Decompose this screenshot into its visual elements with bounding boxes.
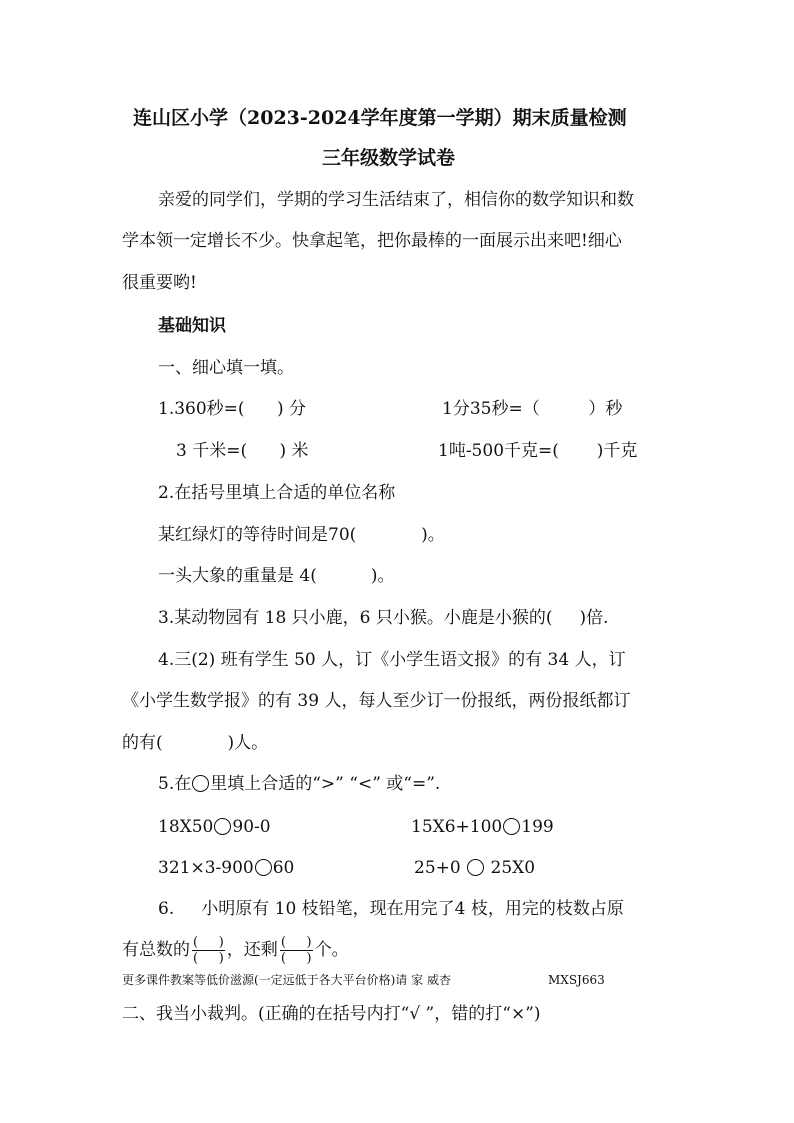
fraction-numerator: ( ) bbox=[193, 935, 224, 950]
q1-item: 1吨-500千克=( )千克 bbox=[438, 441, 638, 461]
q4-line: 4.三(2) 班有学生 50 人，订《小学生语文报》的有 34 人，订 bbox=[158, 650, 626, 670]
q6-line2 bbox=[122, 935, 349, 966]
q4-line: 的有( )人。 bbox=[122, 733, 269, 753]
fraction-denominator: ( ) bbox=[280, 951, 312, 966]
q2-stem: 2.在括号里填上合适的单位名称 bbox=[158, 483, 396, 503]
footer-code: MXSJ663 bbox=[548, 973, 605, 987]
part2-heading: 二、我当小裁判。(正确的在括号内打“√ ”，错的打“×”) bbox=[122, 1004, 541, 1024]
exam-title-line2: 三年级数学试卷 bbox=[322, 147, 456, 169]
intro-line: 亲爱的同学们，学期的学习生活结束了，相信你的数学知识和数 bbox=[158, 190, 634, 210]
q5-item bbox=[414, 857, 535, 879]
footer-note: 更多课件教案等低价滋源(一定远低于各大平台价格)请 家 威杏 bbox=[122, 973, 451, 987]
q5-item bbox=[411, 816, 554, 838]
q6-text: 有总数的 bbox=[122, 940, 190, 960]
fraction-blank bbox=[192, 935, 225, 966]
q6-text: 个。 bbox=[314, 940, 349, 960]
intro-line: 很重要哟! bbox=[122, 273, 197, 293]
q5-item bbox=[158, 816, 271, 838]
fraction-numerator: ( ) bbox=[280, 935, 312, 950]
q5-right: 25X0 bbox=[485, 858, 536, 878]
circle-blank bbox=[255, 859, 272, 876]
part1-heading: 一、细心填一填。 bbox=[158, 358, 294, 378]
q6-text: ，还剩 bbox=[226, 940, 278, 960]
q1-item: 3 千米=( ) 米 bbox=[176, 441, 309, 461]
fraction-blank bbox=[280, 935, 313, 966]
q5-item bbox=[158, 857, 294, 879]
circle-blank bbox=[214, 818, 231, 835]
circle-blank bbox=[192, 775, 209, 792]
q5-right: 199 bbox=[521, 817, 554, 837]
q5-left: 321×3-900 bbox=[158, 858, 254, 878]
q5-left: 18X50 bbox=[158, 817, 214, 837]
section-basic-heading: 基础知识 bbox=[158, 316, 226, 336]
q5-left: 15X6+100 bbox=[411, 817, 503, 837]
intro-line: 学本领一定增长不少。快拿起笔，把你最棒的一面展示出来吧!细心 bbox=[122, 231, 622, 251]
q2-item: 一头大象的重量是 4( )。 bbox=[158, 566, 395, 586]
q1-item: 1分35秒=（ ）秒 bbox=[442, 399, 623, 419]
exam-title-line1: 连山区小学（2023-2024学年度第一学期）期末质量检测 bbox=[133, 107, 627, 129]
q5-right: 60 bbox=[272, 858, 295, 878]
q5-left: 25+0 bbox=[414, 858, 467, 878]
circle-blank bbox=[467, 859, 484, 876]
circle-blank bbox=[503, 818, 520, 835]
q6-line: 6. 小明原有 10 枝铅笔，现在用完了4 枝，用完的枝数占原 bbox=[158, 899, 624, 919]
q5-stem bbox=[158, 773, 440, 795]
fraction-denominator: ( ) bbox=[193, 951, 224, 966]
q5-right: 90-0 bbox=[232, 817, 271, 837]
q4-line: 《小学生数学报》的有 39 人，每人至少订一份报纸，两份报纸都订 bbox=[122, 691, 631, 711]
q2-item: 某红绿灯的等待时间是70( )。 bbox=[158, 525, 445, 545]
q3-text: 3.某动物园有 18 只小鹿，6 只小猴。小鹿是小猴的( )倍. bbox=[158, 608, 609, 628]
q1-item: 1.360秒=( ) 分 bbox=[158, 399, 307, 419]
q5-stem-post: 里填上合适的“>” “<” 或“=”. bbox=[210, 774, 441, 794]
q5-stem-pre: 5.在 bbox=[158, 774, 192, 794]
